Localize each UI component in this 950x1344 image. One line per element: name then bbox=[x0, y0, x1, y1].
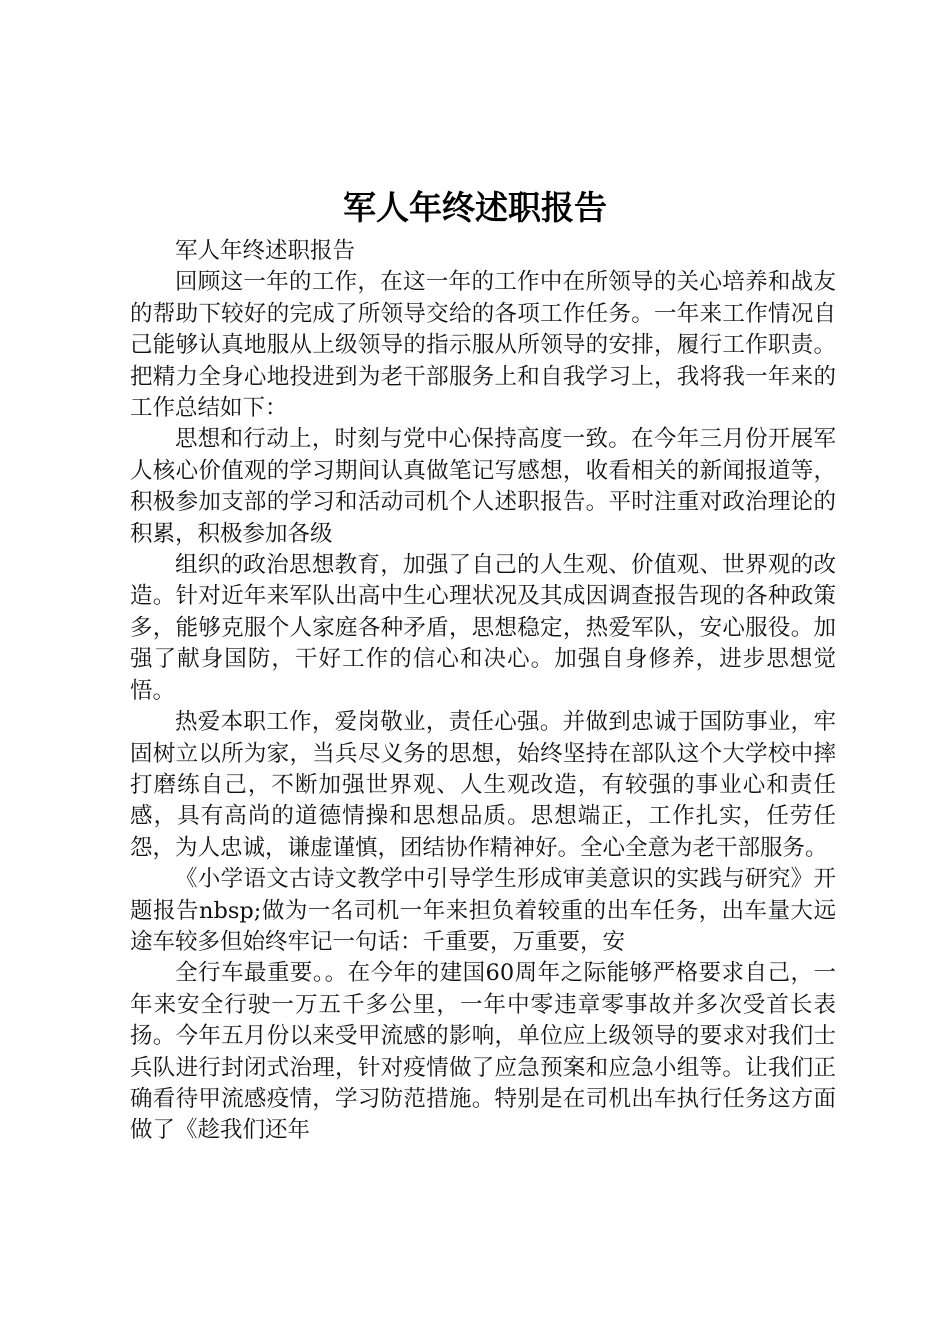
document-body bbox=[130, 236, 836, 1147]
paragraph: 回顾这一年的工作，在这一年的工作中在所领导的关心培养和战友的帮助下较好的完成了所领导交给的各项工作任务。一年来工作情况自己能够认真地服从上级领导的指示服从所领导的安排，履行工作职责。把精力全身心地投进到为老干部服务上和自我学习上，我将我一年来的工作总结如下： bbox=[130, 269, 836, 422]
paragraph: 《小学语文古诗文教学中引导学生形成审美意识的实践与研究》开题报告nbsp;做为一名司机一年来担负着较重的出车任务，出车量大远途车较多但始终牢记一句话：千重要，万重要，安 bbox=[130, 866, 836, 955]
paragraph: 组织的政治思想教育，加强了自己的人生观、价值观、世界观的改造。针对近年来军队出高中生心理状况及其成因调查报告现的各种政策多，能够克服个人家庭各种矛盾，思想稳定，热爱军队，安心服役。加强了献身国防，干好工作的信心和决心。加强自身修养，进步思想觉悟。 bbox=[130, 552, 836, 704]
paragraph: 军人年终述职报告 bbox=[175, 238, 356, 264]
paragraph: 思想和行动上，时刻与党中心保持高度一致。在今年三月份开展军人核心价值观的学习期间认真做笔记写感想，收看相关的新闻报道等，积极参加支部的学习和活动司机个人述职报告。平时注重对政治理论的积累，积极参加各级 bbox=[130, 426, 836, 547]
paragraph: 全行车最重要。。在今年的建国60周年之际能够严格要求自己，一年来安全行驶一万五千多公里，一年中零违章零事故并多次受首长表扬。今年五月份以来受甲流感的影响，单位应上级领导的要求对我们士兵队进行封闭式治理，针对疫情做了应急预案和应急小组等。让我们正确看待甲流感疫情，学习防范措施。特别是在司机出车执行任务这方面做了《趁我们还年 bbox=[130, 960, 836, 1144]
document-title: 军人年终述职报告 bbox=[343, 188, 607, 227]
paragraph: 热爱本职工作，爱岗敬业，责任心强。并做到忠诚于国防事业，牢固树立以所为家，当兵尽义务的思想，始终坚持在部队这个大学校中摔打磨练自己，不断加强世界观、人生观改造，有较强的事业心和责任感，具有高尚的道德情操和思想品质。思想端正，工作扎实，任劳任怨，为人忠诚，谦虚谨慎，团结协作精神好。全心全意为老干部服务。 bbox=[130, 709, 836, 861]
